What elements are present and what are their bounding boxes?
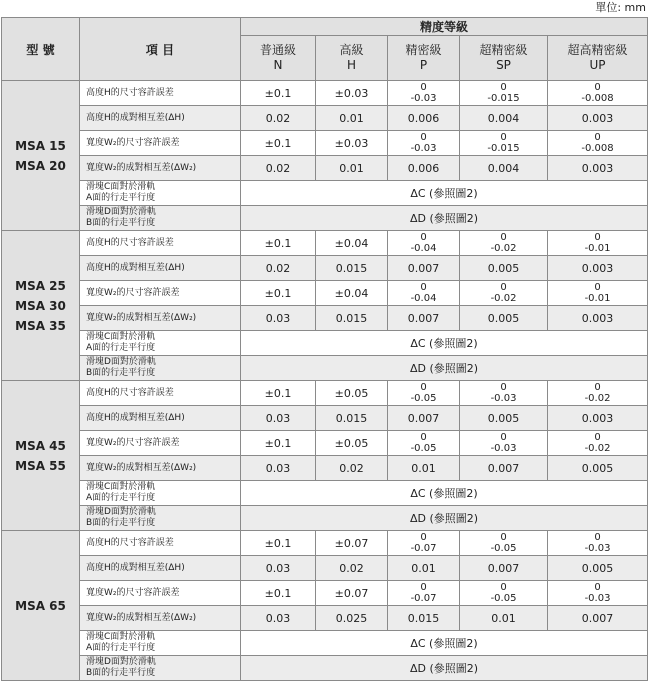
value-line: 0.003 [581,161,614,175]
value-line: 0 [594,582,601,593]
reference-cell: ΔD (參照圖2) [241,356,648,381]
value-cell [241,556,316,581]
value-cell [388,156,460,181]
table-body [2,81,648,681]
value-line: 0.004 [487,111,520,125]
table-row [2,606,648,631]
item-label: 寬度W₂的尺寸容許誤差 [80,131,241,156]
item-label: 高度H的尺寸容許誤差 [80,381,241,406]
value-line: ±0.05 [334,436,369,450]
accuracy-table [1,17,648,681]
value-line: -0.02 [490,293,517,304]
value-line: -0.05 [490,543,517,554]
value-line: 0 [500,532,507,543]
value-line: ±0.1 [264,236,292,250]
value-cell [388,406,460,431]
reference-row [2,331,648,356]
value-line: 0.015 [335,311,368,325]
value-line: -0.03 [490,393,517,404]
value-line: -0.03 [490,443,517,454]
value-cell [241,81,316,106]
table-row [2,81,648,106]
reference-row [2,506,648,531]
value-cell [241,531,316,556]
value-cell [316,256,388,281]
value-line: 0.01 [339,161,364,175]
value-line: 0.007 [407,411,440,425]
value-line: 0.006 [407,161,440,175]
item-line: B面的行走平行度 [86,368,156,378]
value-line: ±0.1 [264,536,292,550]
value-line: ±0.05 [334,386,369,400]
value-cell [316,581,388,606]
item-line: 滑塊D面對於滑軌 [86,207,156,217]
value-cell [241,106,316,131]
table-row [2,381,648,406]
value-cell [316,456,388,481]
value-line: 0.015 [335,411,368,425]
value-line: 0.01 [491,611,516,625]
value-line: 0 [420,132,427,143]
value-cell [460,556,548,581]
value-line: 0.007 [407,261,440,275]
value-line: -0.04 [410,293,437,304]
value-line: -0.05 [410,443,437,454]
value-cell [388,131,460,156]
value-line: 0 [594,382,601,393]
table-row [2,406,648,431]
value-line: 0 [500,582,507,593]
value-line: -0.01 [584,293,611,304]
value-cell [388,81,460,106]
value-line: 0 [594,132,601,143]
value-cell [548,256,648,281]
value-line: 0 [420,232,427,243]
value-cell [388,581,460,606]
reference-cell: ΔC (參照圖2) [241,181,648,206]
value-cell [388,106,460,131]
value-cell [460,81,548,106]
value-cell [388,256,460,281]
grade-code: H [346,58,357,72]
value-cell [460,456,548,481]
grade-name: 超高精密級 [567,43,628,57]
item-label [80,481,241,506]
value-line: 0.005 [487,411,520,425]
value-cell [388,606,460,631]
value-cell [460,581,548,606]
reference-cell: ΔD (參照圖2) [241,506,648,531]
value-cell [548,106,648,131]
value-line: 0 [420,382,427,393]
value-line: ±0.04 [334,286,369,300]
item-label: 高度H的成對相互差(ΔH) [80,556,241,581]
table-row [2,431,648,456]
value-line: ±0.03 [334,86,369,100]
value-cell [460,306,548,331]
reference-cell: ΔC (參照圖2) [241,481,648,506]
table-row [2,281,648,306]
value-line: 0 [594,82,601,93]
item-line: 滑塊C面對於滑軌 [86,332,156,342]
item-label: 高度H的成對相互差(ΔH) [80,406,241,431]
value-line: 0.03 [265,611,291,625]
grade-code: SP [496,58,511,72]
value-cell [388,281,460,306]
value-line: -0.04 [410,243,437,254]
value-cell [548,431,648,456]
value-cell [460,106,548,131]
item-label [80,506,241,531]
value-line: 0 [420,282,427,293]
grade-name: 高級 [339,43,364,57]
grade-name: 普通級 [259,43,296,57]
model-name: MSA 25 [15,278,66,293]
value-line: 0.01 [411,461,436,475]
value-line: 0.025 [335,611,368,625]
value-line: ±0.1 [264,436,292,450]
value-cell [388,531,460,556]
model-name: MSA 35 [15,318,66,333]
value-cell [316,106,388,131]
value-cell [316,406,388,431]
value-cell [241,456,316,481]
grade-header-h [316,36,388,81]
table-row [2,231,648,256]
value-cell [460,431,548,456]
value-line: -0.008 [581,93,614,104]
reference-row [2,206,648,231]
value-line: 0 [500,132,507,143]
value-cell [316,606,388,631]
item-label: 寬度W₂的成對相互差(ΔW₂) [80,306,241,331]
value-cell [548,306,648,331]
header-model: 型 號 [2,18,80,81]
value-cell [241,281,316,306]
value-cell [548,231,648,256]
value-cell [548,281,648,306]
reference-cell: ΔD (參照圖2) [241,206,648,231]
item-line: A面的行走平行度 [86,193,156,203]
value-cell [316,81,388,106]
grade-name: 超精密級 [479,43,528,57]
value-cell [241,581,316,606]
value-cell [548,131,648,156]
item-label: 寬度W₂的尺寸容許誤差 [80,581,241,606]
value-cell [241,156,316,181]
item-label: 高度H的成對相互差(ΔH) [80,106,241,131]
value-line: ±0.07 [334,536,369,550]
value-line: -0.03 [410,93,437,104]
value-cell [316,306,388,331]
reference-cell: ΔC (參照圖2) [241,631,648,656]
value-line: ±0.04 [334,236,369,250]
value-line: 0.007 [487,561,520,575]
model-cell [2,231,80,381]
reference-cell: ΔD (參照圖2) [241,656,648,681]
value-line: -0.015 [487,143,520,154]
value-cell [460,606,548,631]
value-line: ±0.07 [334,586,369,600]
value-cell [241,381,316,406]
value-cell [241,606,316,631]
value-cell [388,306,460,331]
item-label: 高度H的尺寸容許誤差 [80,231,241,256]
model-name: MSA 30 [15,298,66,313]
value-cell [460,381,548,406]
grade-code: P [419,58,428,72]
value-cell [316,131,388,156]
value-line: 0.02 [339,561,364,575]
grade-code: UP [589,58,606,72]
item-label: 高度H的尺寸容許誤差 [80,531,241,556]
value-line: 0.03 [265,311,291,325]
value-cell [548,581,648,606]
value-cell [316,156,388,181]
item-line: A面的行走平行度 [86,493,156,503]
value-line: -0.01 [584,243,611,254]
value-line: 0 [594,232,601,243]
value-line: -0.008 [581,143,614,154]
value-line: ±0.1 [264,286,292,300]
item-line: A面的行走平行度 [86,343,156,353]
reference-row [2,656,648,681]
value-cell [388,456,460,481]
value-cell [388,231,460,256]
value-line: 0.015 [407,611,440,625]
value-line: 0.03 [265,461,291,475]
value-cell [460,281,548,306]
header-accuracy-grade: 精度等級 [241,18,648,36]
value-line: 0 [500,432,507,443]
value-cell [548,606,648,631]
reference-row [2,181,648,206]
item-label [80,331,241,356]
value-line: 0.004 [487,161,520,175]
reference-row [2,631,648,656]
value-line: 0.03 [265,411,291,425]
value-line: 0.02 [339,461,364,475]
value-cell [548,556,648,581]
value-line: 0.003 [581,411,614,425]
grade-header-sp [460,36,548,81]
item-label: 高度H的尺寸容許誤差 [80,81,241,106]
item-line: 滑塊C面對於滑軌 [86,632,156,642]
value-line: 0 [594,532,601,543]
value-line: -0.05 [410,393,437,404]
value-line: 0.003 [581,111,614,125]
value-line: 0.01 [339,111,364,125]
value-cell [241,406,316,431]
value-line: 0.006 [407,111,440,125]
value-line: 0.005 [581,561,614,575]
value-line: 0.005 [487,261,520,275]
value-line: 0.007 [407,311,440,325]
value-line: -0.05 [490,593,517,604]
value-cell [316,556,388,581]
grade-code: N [273,58,283,72]
value-line: 0 [420,532,427,543]
table-row [2,156,648,181]
item-line: 滑塊D面對於滑軌 [86,357,156,367]
value-line: 0.02 [265,161,291,175]
value-cell [241,256,316,281]
item-label [80,181,241,206]
value-line: 0 [500,282,507,293]
table-row [2,131,648,156]
table-row [2,531,648,556]
table-row [2,456,648,481]
model-name: MSA 45 [15,438,66,453]
value-line: ±0.1 [264,386,292,400]
model-cell [2,531,80,681]
value-cell [241,306,316,331]
value-cell [241,231,316,256]
value-line: 0.03 [265,561,291,575]
value-cell [548,406,648,431]
model-cell [2,381,80,531]
value-line: 0 [420,582,427,593]
value-cell [460,406,548,431]
model-name: MSA 55 [15,458,66,473]
item-label: 寬度W₂的成對相互差(ΔW₂) [80,456,241,481]
value-line: 0.02 [265,261,291,275]
value-line: 0.005 [487,311,520,325]
value-line: 0 [500,382,507,393]
model-name: MSA 65 [15,598,66,613]
value-line: 0.003 [581,261,614,275]
value-cell [316,281,388,306]
value-cell [548,156,648,181]
value-line: 0.005 [581,461,614,475]
model-cell [2,81,80,231]
value-line: -0.02 [584,443,611,454]
value-cell [241,431,316,456]
value-cell [388,431,460,456]
item-line: 滑塊D面對於滑軌 [86,507,156,517]
item-line: B面的行走平行度 [86,218,156,228]
value-line: ±0.1 [264,586,292,600]
value-line: -0.015 [487,93,520,104]
value-line: 0 [420,82,427,93]
table-row [2,256,648,281]
item-label: 高度H的成對相互差(ΔH) [80,256,241,281]
value-line: 0 [500,232,507,243]
value-cell [316,531,388,556]
value-line: -0.02 [490,243,517,254]
grade-header-p [388,36,460,81]
value-cell [316,231,388,256]
value-line: -0.02 [584,393,611,404]
value-line: 0 [594,432,601,443]
value-line: 0.01 [411,561,436,575]
grade-name: 精密級 [405,43,442,57]
item-label: 寬度W₂的成對相互差(ΔW₂) [80,156,241,181]
value-cell [316,431,388,456]
value-line: 0.007 [487,461,520,475]
value-line: ±0.1 [264,86,292,100]
value-cell [548,381,648,406]
item-line: B面的行走平行度 [86,668,156,678]
item-line: A面的行走平行度 [86,643,156,653]
value-cell [548,531,648,556]
item-line: 滑塊D面對於滑軌 [86,657,156,667]
item-label [80,356,241,381]
value-line: ±0.03 [334,136,369,150]
value-cell [548,456,648,481]
value-cell [460,156,548,181]
item-label: 寬度W₂的尺寸容許誤差 [80,431,241,456]
table-row [2,306,648,331]
item-line: 滑塊C面對於滑軌 [86,482,156,492]
table-row [2,556,648,581]
value-cell [460,256,548,281]
item-line: 滑塊C面對於滑軌 [86,182,156,192]
unit-label: 單位: mm [595,1,646,14]
table-row [2,106,648,131]
value-cell [316,381,388,406]
grade-header-up [548,36,648,81]
value-cell [388,381,460,406]
table-row [2,581,648,606]
value-cell [548,81,648,106]
value-line: -0.07 [410,593,437,604]
grade-header-n [241,36,316,81]
item-label [80,631,241,656]
item-label [80,206,241,231]
item-label: 寬度W₂的成對相互差(ΔW₂) [80,606,241,631]
reference-cell: ΔC (參照圖2) [241,331,648,356]
value-line: 0.003 [581,311,614,325]
value-line: 0.007 [581,611,614,625]
value-cell [388,556,460,581]
reference-row [2,356,648,381]
value-line: 0.02 [265,111,291,125]
model-name: MSA 15 [15,138,66,153]
model-name: MSA 20 [15,158,66,173]
value-cell [460,131,548,156]
header-item: 項 目 [80,18,241,81]
value-line: -0.03 [410,143,437,154]
value-cell [460,231,548,256]
value-cell [241,131,316,156]
item-label: 寬度W₂的尺寸容許誤差 [80,281,241,306]
item-label [80,656,241,681]
value-line: -0.07 [410,543,437,554]
value-line: -0.03 [584,593,611,604]
value-line: 0 [594,282,601,293]
value-line: 0 [420,432,427,443]
table-header [2,18,648,81]
reference-row [2,481,648,506]
value-line: 0 [500,82,507,93]
item-line: B面的行走平行度 [86,518,156,528]
value-line: -0.03 [584,543,611,554]
value-cell [460,531,548,556]
value-line: 0.015 [335,261,368,275]
value-line: ±0.1 [264,136,292,150]
